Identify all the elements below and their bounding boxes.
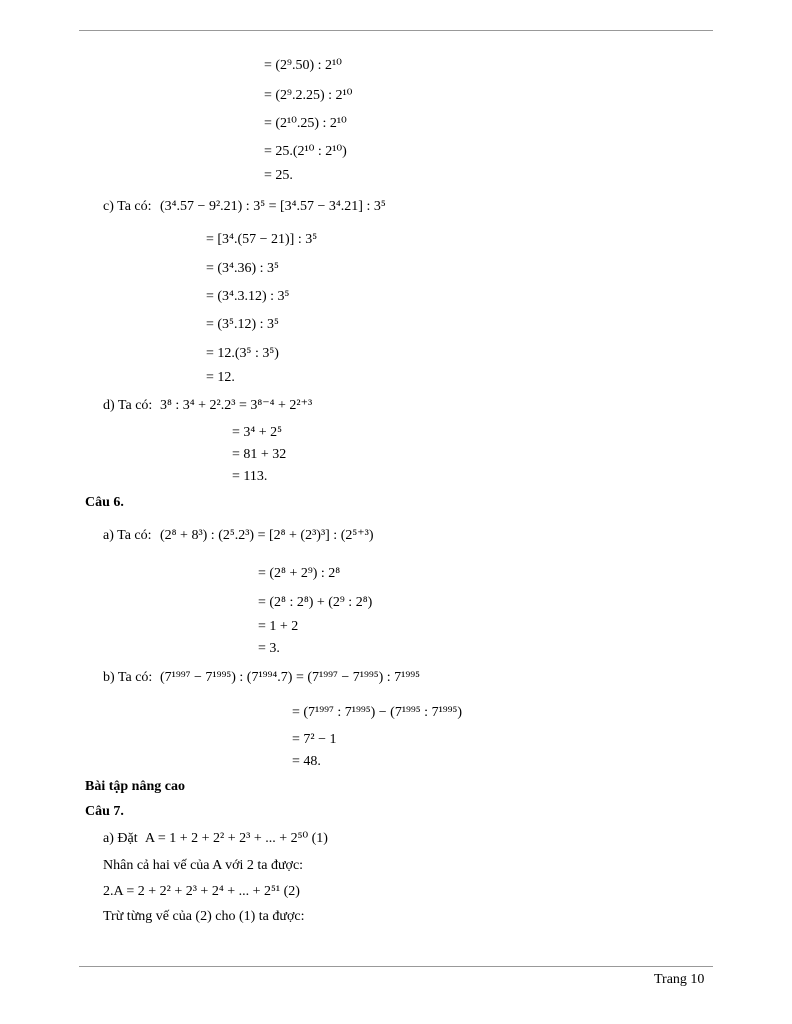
text-line: Trừ từng vế của (2) cho (1) ta được: (103, 909, 305, 924)
math-line: 2.A = 2 + 2² + 2³ + 2⁴ + ... + 2⁵¹ (2) (103, 884, 300, 899)
section-heading: Câu 7. (85, 804, 124, 819)
math-line: = 25. (264, 168, 293, 183)
math-line: = 1 + 2 (258, 619, 299, 634)
section-heading: Câu 6. (85, 495, 124, 510)
math-line: = (3⁵.12) : 3⁵ (206, 317, 279, 332)
part-label: a) Đặt (103, 831, 138, 846)
math-line: = 7² − 1 (292, 732, 337, 747)
math-line: = (7¹⁹⁹⁷ : 7¹⁹⁹⁵) − (7¹⁹⁹⁵ : 7¹⁹⁹⁵) (292, 705, 463, 720)
math-line: = 12.(3⁵ : 3⁵) (206, 346, 279, 361)
math-line: = 81 + 32 (232, 447, 287, 462)
math-line: = 48. (292, 754, 321, 769)
text-line: Nhân cả hai vế của A với 2 ta được: (103, 858, 304, 873)
math-line: = (3⁴.3.12) : 3⁵ (206, 289, 290, 304)
bottom-rule (79, 966, 713, 967)
math-line: (3⁴.57 − 9².21) : 3⁵ = [3⁴.57 − 3⁴.21] : 3⁵ (160, 199, 386, 214)
part-label: d) Ta có: (103, 398, 153, 413)
math-line: A = 1 + 2 + 2² + 2³ + ... + 2⁵⁰ (1) (145, 831, 328, 846)
math-line: = 12. (206, 370, 235, 385)
math-line: (2⁸ + 8³) : (2⁵.2³) = [2⁸ + (2³)³] : (2⁵⁺³) (160, 528, 374, 543)
math-line: (7¹⁹⁹⁷ − 7¹⁹⁹⁵) : (7¹⁹⁹⁴.7) = (7¹⁹⁹⁷ − 7¹⁹⁹⁵) : 7¹⁹⁹⁵ (160, 670, 420, 685)
math-line: 3⁸ : 3⁴ + 2².2³ = 3⁸⁻⁴ + 2²⁺³ (160, 398, 313, 413)
math-line: = 3⁴ + 2⁵ (232, 425, 283, 440)
math-line: = (2⁹.2.25) : 2¹⁰ (264, 88, 353, 103)
math-line: = (2⁸ : 2⁸) + (2⁹ : 2⁸) (258, 595, 373, 610)
math-line: = 113. (232, 469, 268, 484)
math-line: = (2¹⁰.25) : 2¹⁰ (264, 116, 347, 131)
math-line: = (2⁹.50) : 2¹⁰ (264, 58, 342, 73)
math-line: = [3⁴.(57 − 21)] : 3⁵ (206, 232, 318, 247)
top-rule (79, 30, 713, 31)
math-line: = 3. (258, 641, 280, 656)
math-line: = (3⁴.36) : 3⁵ (206, 261, 279, 276)
math-line: = 25.(2¹⁰ : 2¹⁰) (264, 144, 347, 159)
math-line: = (2⁸ + 2⁹) : 2⁸ (258, 566, 341, 581)
part-label: b) Ta có: (103, 670, 153, 685)
part-label: a) Ta có: (103, 528, 152, 543)
page-number: Trang 10 (654, 972, 705, 987)
part-label: c) Ta có: (103, 199, 152, 214)
section-heading: Bài tập nâng cao (85, 779, 185, 794)
